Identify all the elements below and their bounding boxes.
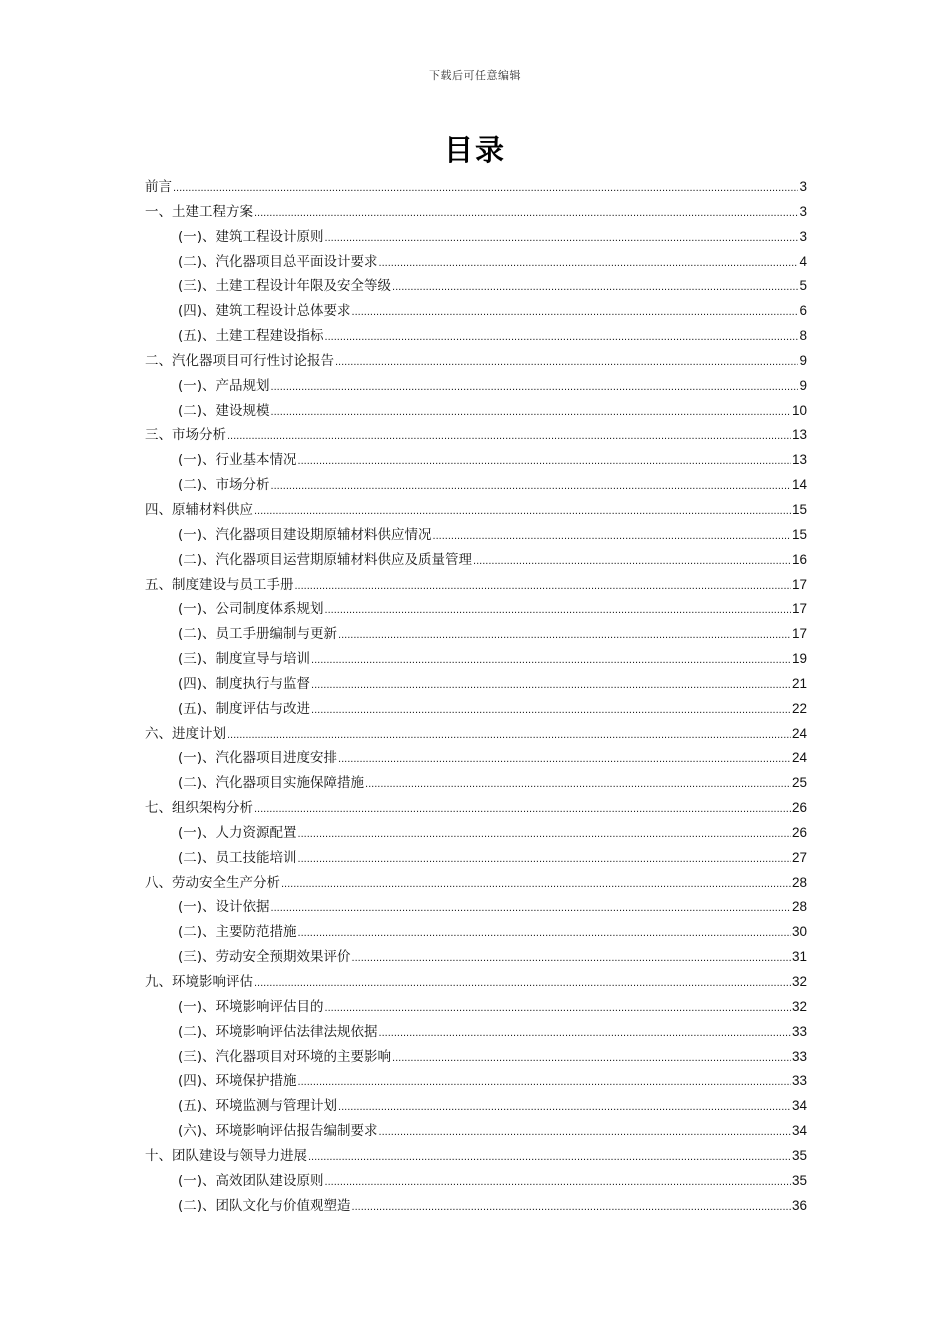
toc-page-number: 17 xyxy=(791,626,807,642)
toc-page-number: 16 xyxy=(791,551,807,567)
toc-section-entry[interactable] xyxy=(145,1121,807,1146)
toc-page-number: 35 xyxy=(791,1172,807,1188)
toc-entry-title: 七、组织架构分析 xyxy=(145,800,253,817)
toc-page-number: 28 xyxy=(791,874,807,890)
toc-entry-title: (二)、环境影响评估法律法规依据 xyxy=(178,1023,378,1040)
toc-page-number: 33 xyxy=(791,1023,807,1039)
toc-chapter-entry[interactable] xyxy=(145,873,807,898)
toc-page-number: 25 xyxy=(791,775,807,791)
toc-dot-leader xyxy=(325,998,791,1018)
toc-dot-leader xyxy=(325,600,791,620)
toc-page-number: 6 xyxy=(799,303,807,319)
toc-dot-leader xyxy=(379,1023,791,1043)
toc-dot-leader xyxy=(392,1048,791,1068)
toc-section-entry[interactable] xyxy=(145,773,807,798)
toc-entry-title: (一)、设计依据 xyxy=(178,899,270,916)
toc-section-entry[interactable] xyxy=(145,475,807,500)
toc-chapter-entry[interactable] xyxy=(145,500,807,525)
toc-page-number: 8 xyxy=(799,328,807,344)
toc-page-number: 26 xyxy=(791,824,807,840)
toc-page-number: 14 xyxy=(791,477,807,493)
toc-dot-leader xyxy=(325,327,799,347)
toc-page-number: 5 xyxy=(799,278,807,294)
toc-page-number: 31 xyxy=(791,949,807,965)
toc-dot-leader xyxy=(298,1072,791,1092)
toc-entry-title: (四)、环境保护措施 xyxy=(178,1073,297,1090)
toc-dot-leader xyxy=(254,203,798,223)
toc-page-number: 17 xyxy=(791,601,807,617)
toc-section-entry[interactable] xyxy=(145,674,807,699)
toc-page-number: 10 xyxy=(791,402,807,418)
toc-entry-title: (四)、建筑工程设计总体要求 xyxy=(178,303,351,320)
toc-page-number: 15 xyxy=(791,526,807,542)
toc-section-entry[interactable] xyxy=(145,1071,807,1096)
toc-dot-leader xyxy=(254,799,791,819)
toc-page-number: 36 xyxy=(791,1197,807,1213)
toc-section-entry[interactable] xyxy=(145,748,807,773)
toc-section-entry[interactable] xyxy=(145,227,807,252)
toc-dot-leader xyxy=(433,526,791,546)
toc-section-entry[interactable] xyxy=(145,997,807,1022)
toc-section-entry[interactable] xyxy=(145,550,807,575)
toc-entry-title: (四)、制度执行与监督 xyxy=(178,675,311,692)
toc-entry-title: 三、市场分析 xyxy=(145,427,226,444)
toc-section-entry[interactable] xyxy=(145,252,807,277)
toc-page-number: 19 xyxy=(791,651,807,667)
toc-section-entry[interactable] xyxy=(145,401,807,426)
toc-dot-leader xyxy=(298,923,791,943)
toc-dot-leader xyxy=(271,476,791,496)
toc-entry-title: 二、汽化器项目可行性讨论报告 xyxy=(145,352,334,369)
toc-dot-leader xyxy=(308,1147,791,1167)
toc-entry-title: (二)、汽化器项目总平面设计要求 xyxy=(178,253,378,270)
toc-entry-title: (一)、行业基本情况 xyxy=(178,452,297,469)
toc-entry-title: (一)、汽化器项目进度安排 xyxy=(178,750,338,767)
toc-entry-title: (二)、汽化器项目运营期原辅材料供应及质量管理 xyxy=(178,551,473,568)
toc-section-entry[interactable] xyxy=(145,326,807,351)
toc-dot-leader xyxy=(311,700,791,720)
toc-section-entry[interactable] xyxy=(145,947,807,972)
toc-page-number: 3 xyxy=(799,179,807,194)
toc-entry-title: (一)、高效团队建设原则 xyxy=(178,1172,324,1189)
toc-entry-title: 一、土建工程方案 xyxy=(145,203,253,220)
toc-entry-title: 五、制度建设与员工手册 xyxy=(145,576,294,593)
toc-dot-leader xyxy=(335,352,798,372)
toc-section-entry[interactable] xyxy=(145,649,807,674)
toc-section-entry[interactable] xyxy=(145,1096,807,1121)
toc-entry-title: (一)、建筑工程设计原则 xyxy=(178,228,324,245)
toc-dot-leader xyxy=(338,1097,791,1117)
toc-entry-title: (三)、制度宣导与培训 xyxy=(178,651,311,668)
toc-chapter-entry[interactable] xyxy=(145,972,807,997)
toc-dot-leader xyxy=(473,551,791,571)
toc-page-number: 26 xyxy=(791,800,807,816)
toc-page-number: 24 xyxy=(791,750,807,766)
toc-page-number: 24 xyxy=(791,725,807,741)
toc-page-number: 34 xyxy=(791,1098,807,1114)
toc-chapter-entry[interactable] xyxy=(145,798,807,823)
toc-section-entry[interactable] xyxy=(145,848,807,873)
toc-chapter-entry[interactable] xyxy=(145,575,807,600)
toc-page-number: 32 xyxy=(791,974,807,989)
toc-entry-title: 十、团队建设与领导力进展 xyxy=(145,1147,307,1164)
toc-entry-title: (二)、主要防范措施 xyxy=(178,924,297,941)
toc-page-number: 33 xyxy=(791,1048,807,1064)
toc-entry-title: (一)、环境影响评估目的 xyxy=(178,998,324,1015)
toc-section-entry[interactable] xyxy=(145,599,807,624)
toc-entry-title: (五)、环境监测与管理计划 xyxy=(178,1098,338,1115)
toc-dot-leader xyxy=(352,1197,791,1217)
toc-dot-leader xyxy=(325,1172,791,1192)
toc-page-number: 21 xyxy=(791,675,807,691)
toc-entry-title: (二)、员工技能培训 xyxy=(178,849,297,866)
toc-section-entry[interactable] xyxy=(145,823,807,848)
toc-section-entry[interactable] xyxy=(145,897,807,922)
toc-entry-title: (二)、建设规模 xyxy=(178,402,270,419)
toc-title: 目录 xyxy=(443,133,506,167)
toc-chapter-entry[interactable] xyxy=(145,351,807,376)
toc-page-number: 32 xyxy=(791,998,807,1014)
toc-dot-leader xyxy=(173,178,798,198)
toc-page-number: 33 xyxy=(791,1073,807,1089)
toc-section-entry[interactable] xyxy=(145,1022,807,1047)
toc-page-number: 35 xyxy=(791,1147,807,1163)
toc-entry-title: (一)、公司制度体系规划 xyxy=(178,601,324,618)
toc-page-number: 3 xyxy=(799,228,807,244)
toc-page-number: 9 xyxy=(799,352,807,368)
toc-entry-title: 六、进度计划 xyxy=(145,725,226,742)
toc-entry-title: (一)、产品规划 xyxy=(178,377,270,394)
toc-section-entry[interactable] xyxy=(145,699,807,724)
toc-entry-title: (三)、土建工程设计年限及安全等级 xyxy=(178,278,392,295)
toc-dot-leader xyxy=(298,451,791,471)
toc-page-number: 27 xyxy=(791,849,807,865)
toc-entry-title: (六)、环境影响评估报告编制要求 xyxy=(178,1123,378,1140)
toc-section-entry[interactable] xyxy=(145,922,807,947)
toc-page-number: 17 xyxy=(791,576,807,592)
toc-dot-leader xyxy=(338,749,791,769)
toc-dot-leader xyxy=(271,898,791,918)
toc-entry-title: 九、环境影响评估 xyxy=(145,974,253,990)
toc-section-entry[interactable] xyxy=(145,1196,807,1221)
toc-page-number: 3 xyxy=(799,203,807,219)
toc-chapter-entry[interactable] xyxy=(145,177,807,202)
toc-dot-leader xyxy=(365,774,791,794)
toc-entry-title: 四、原辅材料供应 xyxy=(145,501,253,518)
toc-dot-leader xyxy=(352,948,791,968)
toc-page-number: 22 xyxy=(791,700,807,716)
toc-chapter-entry[interactable] xyxy=(145,1146,807,1171)
toc-page-number: 34 xyxy=(791,1123,807,1139)
toc-entry-title: 八、劳动安全生产分析 xyxy=(145,874,280,891)
toc-dot-leader xyxy=(325,228,799,248)
toc-entry-title: (二)、市场分析 xyxy=(178,477,270,494)
toc-dot-leader xyxy=(295,576,791,596)
toc-section-entry[interactable] xyxy=(145,301,807,326)
toc-dot-leader xyxy=(352,302,799,322)
toc-section-entry[interactable] xyxy=(145,276,807,301)
toc-entry-title: (二)、员工手册编制与更新 xyxy=(178,626,338,643)
toc-dot-leader xyxy=(338,625,791,645)
toc-page-number: 9 xyxy=(799,377,807,393)
toc-dot-leader xyxy=(271,402,791,422)
toc-section-entry[interactable] xyxy=(145,1047,807,1072)
toc-section-entry[interactable] xyxy=(145,624,807,649)
toc-page-number: 13 xyxy=(791,427,807,443)
toc-dot-leader xyxy=(271,377,799,397)
toc-dot-leader xyxy=(227,725,791,745)
toc-chapter-entry[interactable] xyxy=(145,724,807,749)
toc-page-number: 15 xyxy=(791,501,807,517)
toc-chapter-entry[interactable] xyxy=(145,425,807,450)
toc-entry-title: (二)、汽化器项目实施保障措施 xyxy=(178,775,365,792)
toc-entry-title: (二)、团队文化与价值观塑造 xyxy=(178,1197,351,1214)
toc-dot-leader xyxy=(254,973,791,993)
toc-dot-leader xyxy=(227,426,791,446)
toc-section-entry[interactable] xyxy=(145,1171,807,1196)
toc-entry-title: 前言 xyxy=(145,179,172,195)
toc-page-number: 30 xyxy=(791,924,807,940)
toc-dot-leader xyxy=(379,1122,791,1142)
toc-page-number: 4 xyxy=(799,253,807,269)
toc-section-entry[interactable] xyxy=(145,450,807,475)
toc-entry-title: (五)、制度评估与改进 xyxy=(178,700,311,717)
toc-dot-leader xyxy=(311,650,791,670)
toc-dot-leader xyxy=(379,253,799,273)
toc-entry-title: (一)、汽化器项目建设期原辅材料供应情况 xyxy=(178,526,432,543)
toc-entry-title: (一)、人力资源配置 xyxy=(178,824,297,841)
table-of-contents xyxy=(145,177,807,1220)
toc-dot-leader xyxy=(298,824,791,844)
download-note: 下载后可任意编辑 xyxy=(429,69,521,82)
toc-entry-title: (五)、土建工程建设指标 xyxy=(178,328,324,345)
toc-entry-title: (三)、劳动安全预期效果评价 xyxy=(178,949,351,966)
toc-section-entry[interactable] xyxy=(145,376,807,401)
toc-dot-leader xyxy=(298,849,791,869)
toc-page-number: 28 xyxy=(791,899,807,915)
toc-dot-leader xyxy=(254,501,791,521)
toc-dot-leader xyxy=(281,874,791,894)
toc-section-entry[interactable] xyxy=(145,525,807,550)
toc-dot-leader xyxy=(311,675,791,695)
toc-dot-leader xyxy=(392,277,798,297)
toc-chapter-entry[interactable] xyxy=(145,202,807,227)
toc-page-number: 13 xyxy=(791,452,807,468)
toc-entry-title: (三)、汽化器项目对环境的主要影响 xyxy=(178,1048,392,1065)
